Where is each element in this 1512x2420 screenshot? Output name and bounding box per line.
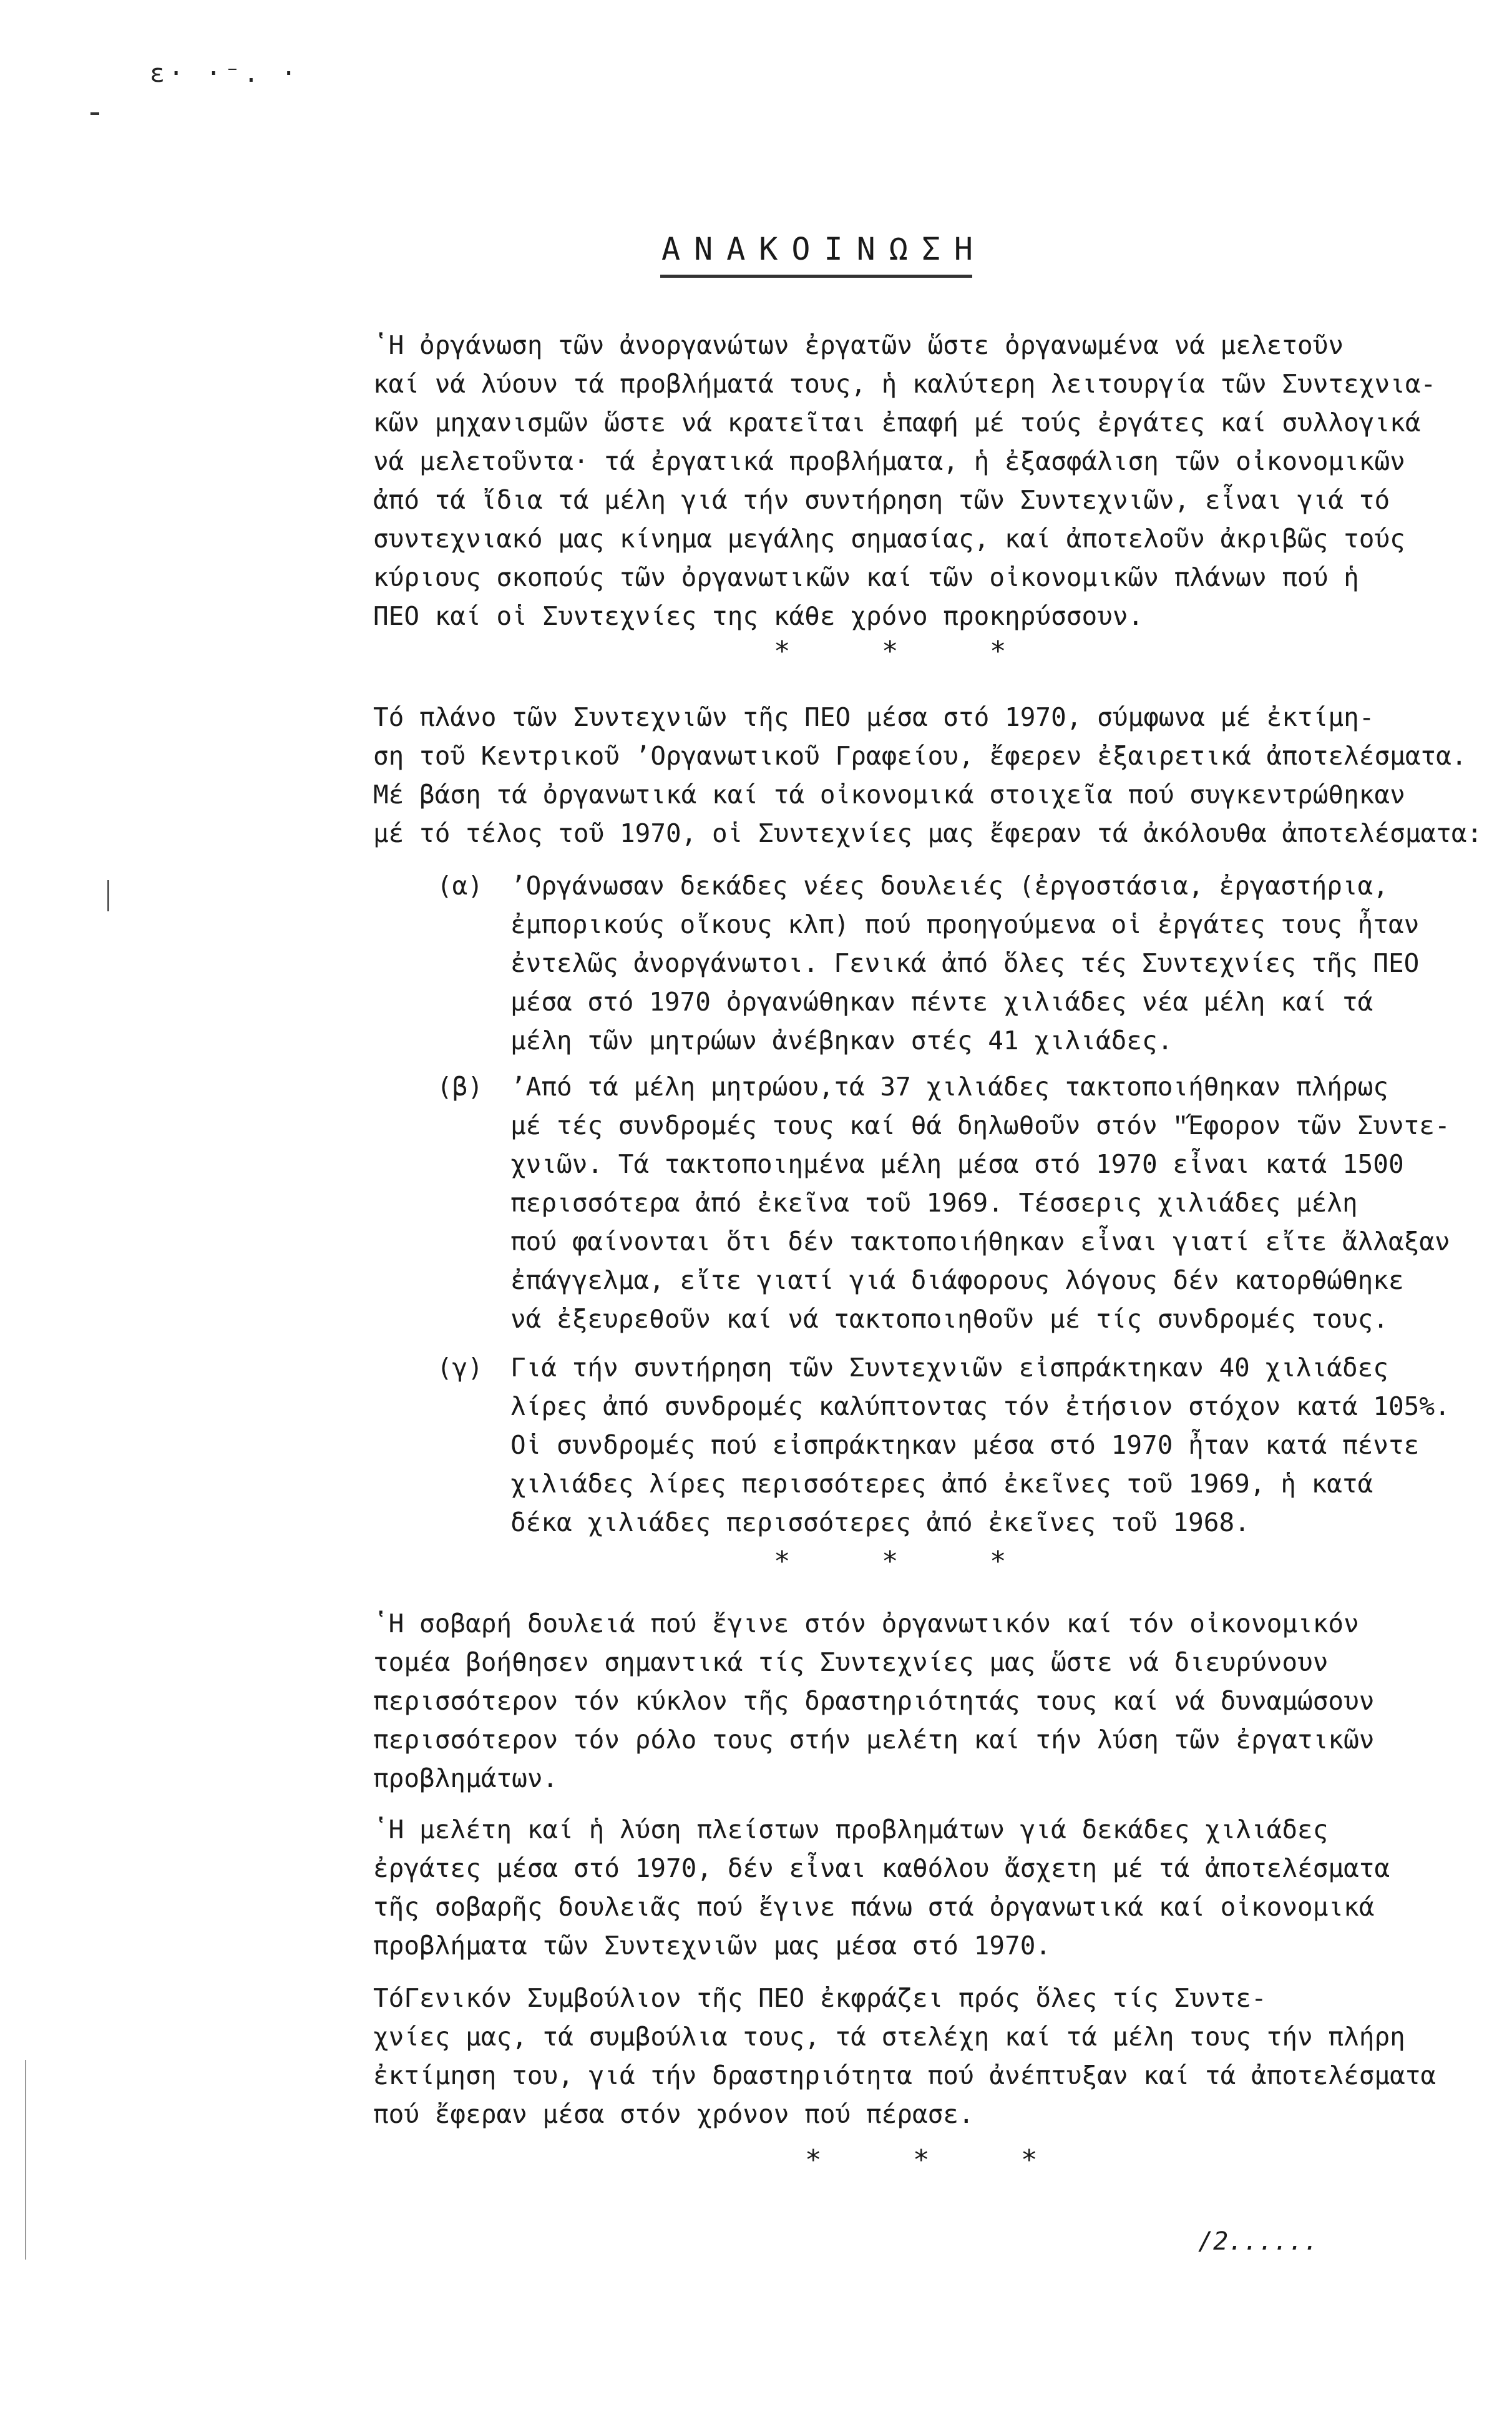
item-text-a: ʼΟργάνωσαν δεκάδες νέες δουλειές (ἐργοστάσια, ἐργαστήρια, ἐμπορικούς οἴκους κλπ) πού προηγούμενα οἱ ἐργάτες τους ἦταν ἐντελῶς ἀνοργάνωτοι. Γενικά ἀπό ὅλες τές Συντεχνίες τῆς ΠΕΟ μέσα στό 1970 ὀργανώθηκαν πέντε χιλιάδες νέα μέλη καί τά μέλη τῶν μητρώων ἀνέβηκαν στές 41 χιλιάδες. [510,871,1420,1056]
item-label-c: (γ) [437,1353,484,1383]
item-text-c: Γιά τήν συντήρηση τῶν Συντεχνιῶν εἰσπράκτηκαν 40 χιλιάδες λίρες ἀπό συνδρομές καλύπτοντας τόν ἐτήσιον στόχον κατά 105%. Οἱ συνδρομές πού εἰσπράκτηκαν μέσα στό 1970 ἦταν κατά πέντε χιλιάδες λίρες περισσότερες ἀπό ἐκεῖνες τοῦ 1969, ἡ κατά δέκα χιλιάδες περισσότερες ἀπό ἐκεῖνες τοῦ 1968. [510,1353,1450,1537]
scan-mark [90,112,99,115]
paragraph-council: ΤόΓενικόν Συμβούλιον τῆς ΠΕΟ ἐκφράζει πρός ὅλες τίς Συντε- χνίες μας, τά συμβούλια τους, τά στελέχη καί τά μέλη τους τήν πλήρη ἐκτίμηση του, γιά τήν δραστηριότητα πού ἀνέπτυξαν καί τά ἀποτελέσματα πού ἔφεραν μέσα στόν χρόνον πού πέρασε. [373,1983,1436,2129]
item-label-a: (α) [437,871,484,901]
page-title: ΑΝΑΚΟΙΝΩΣΗ [661,231,987,267]
paragraph-solutions: ʽΗ μελέτη καί ἡ λύση πλείστων προβλημάτων γιά δεκάδες χιλιάδες ἐργάτες μέσα στό 1970, δέν εἶναι καθόλου ἄσχετη μέ τά ἀποτελέσματα τῆς σοβαρῆς δουλειᾶς πού ἔγινε πάνω στά ὀργανωτικά καί οἰκονομικά προβλήματα τῶν Συντεχνιῶν μας μέσα στό 1970. [373,1815,1390,1961]
paragraph-plan: Τό πλάνο τῶν Συντεχνιῶν τῆς ΠΕΟ μέσα στό 1970, σύμφωνα μέ ἐκτίμη- ση τοῦ Κεντρικοῦ ʼΟργανωτικοῦ Γραφείου, ἔφερεν ἐξαιρετικά ἀποτελέσματα. Μέ βάση τά ὀργανωτικά καί τά οἰκονομικά στοιχεῖα πού συγκεντρώθηκαν μέ τό τέλος τοῦ 1970, οἱ Συντεχνίες μας ἔφεραν τά ἀκόλουθα ἀποτελέσματα: [373,702,1483,848]
left-margin-line [25,2060,26,2260]
separator-stars: * * * [774,635,1044,667]
item-label-b: (β) [437,1072,484,1102]
item-text-b: ʼΑπό τά μέλη μητρώου,τά 37 χιλιάδες τακτοποιήθηκαν πλήρως μέ τές συνδρομές τους καί θά δηλωθοῦν στόν ʺΈφορον τῶν Συντε- χνιῶν. Τά τακτοποιημένα μέλη μέσα στό 1970 εἶναι κατά 1500 περισσότερα ἀπό ἐκεῖνα τοῦ 1969. Τέσσερις χιλιάδες μέλη πού φαίνονται ὅτι δέν τακτοποιήθηκαν εἶναι γιατί εἴτε ἄλλαξαν ἐπάγγελμα, εἴτε γιατί γιά διάφορους λόγους δέν κατορθώθηκε νά ἐξευρεθοῦν καί νά τακτοποιηθοῦν μέ τίς συνδρομές τους. [510,1072,1450,1334]
separator-stars: * * * [805,2144,1075,2176]
paragraph-intro: ʽΗ ὀργάνωση τῶν ἀνοργανώτων ἐργατῶν ὥστε ὀργανωμένα νά μελετοῦν καί νά λύουν τά προβλήματά τους, ἡ καλύτερη λειτουργία τῶν Συντεχνια- κῶν μηχανισμῶν ὥστε νά κρατεῖται ἐπαφή μέ τούς ἐργάτες καί συλλογικά νά μελετοῦντα· τά ἐργατικά προβλήματα, ἡ ἐξασφάλιση τῶν οἰκονομικῶν ἀπό τά ἴδια τά μέλη γιά τήν συντήρηση τῶν Συντεχνιῶν, εἶναι γιά τό συντεχνιακό μας κίνημα μεγάλης σημασίας, καί ἀποτελοῦν ἀκριβῶς τούς κύριους σκοπούς τῶν ὀργανωτικῶν καί τῶν οἰκονομικῶν πλάνων πού ἡ ΠΕΟ καί οἱ Συντεχνίες της κάθε χρόνο προκηρύσσουν. [373,330,1436,631]
title-underline [660,275,972,278]
paragraph-results: ʽΗ σοβαρή δουλειά πού ἔγινε στόν ὀργανωτικόν καί τόν οἰκονομικόν τομέα βοήθησεν σημαντικά τίς Συντεχνίες μας ὥστε νά διευρύνουν περισσότερον τόν κύκλον τῆς δραστηριότητάς τους καί νά δυναμώσουν περισσότερον τόν ρόλο τους στήν μελέτη καί τήν λύση τῶν ἐργατικῶν προβλημάτων. [373,1609,1375,1793]
corner-marks: ε· ·⁻. · [150,59,300,88]
separator-stars: * * * [774,1546,1044,1577]
page-number: /2...... [1198,2227,1319,2256]
left-margin-line [107,880,109,911]
